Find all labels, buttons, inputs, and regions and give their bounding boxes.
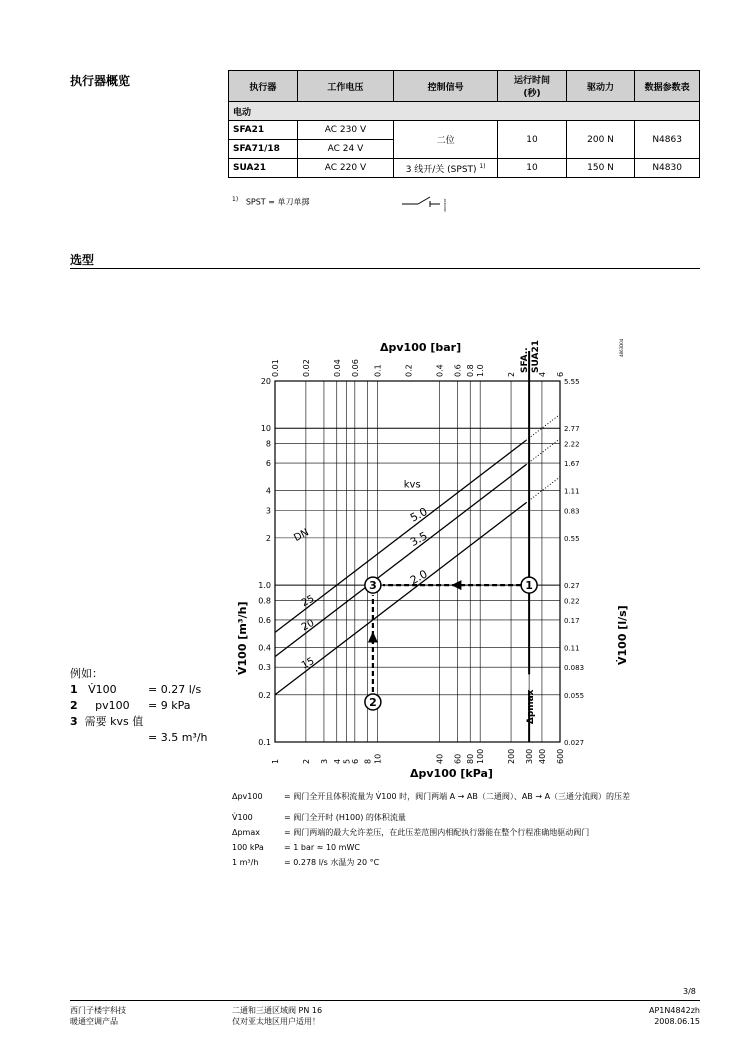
legend-text: = 阀门全开时 (H100) 的体积流量 (284, 813, 406, 822)
col-header: 驱动力 (566, 71, 635, 102)
dn-label: 20 (299, 617, 317, 634)
example-value: = 9 kPa (148, 699, 191, 712)
series-line-extension (526, 414, 560, 440)
x-tick-label: 100 (476, 748, 486, 764)
dn-label: 15 (299, 655, 317, 672)
x-tick-label: 400 (537, 748, 547, 764)
actuator-label: SFA.. (520, 347, 531, 373)
dn-header-label: DN (292, 527, 311, 545)
y-axis-right-label: V̇100 [l/s] (616, 605, 629, 665)
x-tick-label-top: 6 (556, 371, 565, 377)
example-number: 1 (70, 683, 78, 696)
page-number: 3/8 (683, 987, 696, 996)
y-tick-label: 0.6 (258, 615, 271, 625)
col-header: 运行时间 (秒) (498, 71, 567, 102)
example-line (70, 682, 208, 698)
footnote-text: SPST = 单刀单掷 (245, 197, 310, 207)
time-cell: 10 (498, 159, 567, 178)
dpmax-label: Δpmax (526, 689, 537, 725)
plot-frame (275, 381, 560, 742)
example-marker-label: 2 (369, 695, 377, 709)
voltage-cell: AC 24 V (297, 140, 393, 159)
x-tick-label: 40 (435, 753, 445, 764)
footnote-ref: 1) (479, 162, 486, 170)
x-tick-label: 6 (350, 758, 360, 764)
series-line-extension (526, 477, 560, 503)
legend-symbol: Δpv100 (232, 792, 263, 801)
sheet-cell: N4863 (635, 121, 700, 159)
example-number: 2 (70, 699, 78, 712)
series-label: 5.0 (408, 504, 430, 525)
y-tick-label: 0.3 (258, 663, 271, 673)
table-row (229, 159, 700, 178)
col-header: 工作电压 (297, 71, 393, 102)
footer-text: 二通和三通区域阀 PN 16 (232, 1006, 323, 1015)
actuator-table (228, 70, 700, 178)
legend-block (232, 789, 700, 870)
legend-symbol: V̇100 (232, 813, 253, 822)
legend-symbol: Δpmax (232, 828, 260, 837)
force-cell: 150 N (566, 159, 635, 178)
kvs-label: kvs (403, 479, 421, 491)
y-axis-left (258, 377, 271, 747)
legend-symbol: 100 kPa (232, 843, 264, 852)
example-label: 需要 kvs 值 (84, 715, 144, 728)
example-label: V̇100 (88, 683, 117, 696)
model-cell: SFA21 (229, 121, 298, 140)
x-tick-label-top: 0.02 (301, 359, 311, 377)
legend-item (232, 789, 700, 804)
x-tick-label-top: 0.4 (435, 364, 445, 377)
table-header-row (229, 71, 700, 102)
y-tick-label-right: 0.027 (564, 739, 585, 747)
voltage-cell: AC 230 V (297, 121, 393, 140)
example-line (70, 698, 208, 714)
series-label: 2.0 (408, 567, 430, 588)
dn-label: 25 (299, 593, 317, 610)
y-tick-label: 3 (265, 506, 271, 516)
footer-text: 暖通空调产品 (70, 1017, 118, 1026)
series-group (275, 414, 560, 694)
y-tick-label: 4 (265, 486, 271, 496)
selection-chart (230, 335, 630, 785)
example-marker-label: 3 (369, 579, 377, 593)
x-tick-label: 10 (373, 753, 383, 764)
example-value: = 3.5 m³/h (148, 731, 208, 744)
y-tick-label: 2 (265, 533, 271, 543)
x-tick-label-top: 0.1 (373, 364, 383, 377)
y-tick-label-right: 2.77 (564, 425, 580, 434)
y-tick-label-right: 0.055 (564, 691, 585, 700)
legend-text: = 阀门全开且体积流量为 V̇100 时，阀门两端 A → AB（二通阀）、AB → A（三通分流阀）的压差 (284, 792, 631, 801)
y-tick-label-right: 1.67 (564, 460, 580, 469)
y-tick-label-right: 5.55 (564, 378, 580, 386)
y-tick-label-right: 0.17 (564, 616, 580, 625)
x-tick-label: 200 (507, 748, 517, 764)
footer-text: AP1N4842zh (649, 1006, 700, 1015)
y-tick-label-right: 0.83 (564, 507, 580, 516)
x-tick-label: 1 (271, 758, 280, 764)
y-tick-label: 10 (260, 424, 271, 434)
legend-text: = 阀门两端的最大允许差压，在此压差范围内相配执行器能在整个行程准确地驱动阀门 (284, 828, 590, 837)
section-divider (70, 268, 700, 269)
footer-divider (70, 1000, 700, 1001)
y-tick-label-right: 0.11 (564, 644, 580, 653)
y-tick-label: 0.4 (258, 643, 271, 653)
x-tick-label-top: 0.2 (404, 364, 414, 377)
y-tick-label-right: 0.27 (564, 582, 580, 591)
model-cell: SFA71/18 (229, 140, 298, 159)
example-block (70, 666, 208, 746)
chart-grid (275, 381, 560, 742)
legend-item (232, 810, 700, 825)
x-tick-label: 3 (319, 758, 329, 764)
x-tick-label-top: 1.0 (476, 364, 486, 377)
y-tick-label: 1.0 (258, 581, 271, 591)
y-tick-label-right: 2.22 (564, 440, 580, 449)
x-tick-label: 4 (332, 758, 342, 764)
chart-code: 4863D04 (619, 338, 624, 357)
signal-cell: 二位 (394, 121, 498, 159)
y-tick-label: 6 (265, 459, 271, 469)
legend-symbol: 1 m³/h (232, 858, 259, 867)
footer-left (70, 1005, 126, 1027)
y-tick-label: 8 (265, 439, 271, 449)
x-tick-label-top: 0.6 (453, 364, 463, 377)
legend-item (232, 825, 700, 840)
legend-item (232, 855, 700, 870)
overview-title: 执行器概览 (70, 74, 131, 88)
spst-switch-icon (400, 192, 450, 214)
example-marker-label: 1 (525, 579, 533, 593)
y-tick-label: 0.8 (258, 596, 271, 606)
x-axis-label: Δpv100 [kPa] (410, 767, 493, 780)
footer-text: 仅对亚太地区用户适用！ (232, 1017, 320, 1026)
x-tick-label: 60 (453, 753, 463, 764)
y-tick-label-right: 0.22 (564, 597, 580, 606)
example-title: 例如： (70, 667, 103, 680)
y-tick-label-right: 0.083 (564, 664, 585, 673)
model-cell: SUA21 (229, 159, 298, 178)
example-value: = 0.27 l/s (148, 683, 202, 696)
y-tick-label-right: 1.11 (564, 487, 580, 496)
x-tick-label-top: 0.01 (271, 359, 280, 377)
example-label: pv100 (95, 699, 130, 712)
x-tick-label-top: 0.06 (350, 359, 360, 377)
series-label: 3.5 (408, 529, 430, 549)
col-header: 控制信号 (394, 71, 498, 102)
x-tick-label-top: 0.04 (332, 359, 342, 377)
legend-item (232, 840, 700, 855)
table-row (229, 121, 700, 140)
footer-text: 2008.06.15 (654, 1017, 700, 1026)
footer-middle (232, 1005, 322, 1027)
y-tick-label-right: 0.55 (564, 534, 580, 543)
actuator-label: SUA21 (531, 339, 542, 373)
legend-text: = 0.278 l/s 水温为 20 °C (284, 858, 380, 867)
x-tick-label: 600 (556, 748, 565, 764)
series-line-extension (526, 439, 560, 465)
sheet-cell: N4830 (635, 159, 700, 178)
arrow-up-icon (368, 632, 378, 643)
y-axis-left-label: V̇100 [m³/h] (236, 601, 249, 675)
force-cell: 200 N (566, 121, 635, 159)
legend-text: = 1 bar ≈ 10 mWC (284, 843, 360, 852)
col-header: 执行器 (229, 71, 298, 102)
y-tick-label: 0.1 (258, 738, 271, 747)
footnote-mark: 1) (232, 196, 239, 203)
selection-title: 选型 (70, 253, 95, 267)
footer-text: 西门子楼宇科技 (70, 1006, 126, 1015)
x-tick-label: 300 (525, 748, 535, 764)
example-number: 3 (70, 715, 78, 728)
y-axis-right (564, 378, 584, 747)
time-cell: 10 (498, 121, 567, 159)
x-tick-label: 2 (301, 758, 311, 764)
x-tick-label: 80 (466, 753, 476, 764)
symbol-code: 4863Z07 (443, 198, 447, 212)
table-category-row (229, 102, 700, 121)
x-tick-label-top: 4 (537, 371, 547, 377)
voltage-cell: AC 220 V (297, 159, 393, 178)
footer-right (620, 1005, 700, 1027)
signal-text: 3 线开/关 (SPST) (405, 164, 477, 175)
x-tick-label: 5 (342, 758, 352, 764)
example-line (70, 714, 208, 730)
x-tick-label: 8 (363, 758, 373, 764)
arrow-left-icon (451, 580, 461, 590)
col-header: 数据参数表 (635, 71, 700, 102)
x-tick-label-top: 2 (507, 371, 517, 377)
category-cell: 电动 (229, 102, 700, 121)
signal-cell (394, 159, 498, 178)
chart-title: Δpv100 [bar] (380, 341, 462, 354)
y-tick-label: 0.2 (258, 690, 271, 700)
x-tick-label-top: 0.8 (466, 364, 476, 377)
x-axis-bottom (271, 749, 565, 764)
y-tick-label: 20 (260, 377, 271, 386)
footnote (232, 196, 309, 208)
